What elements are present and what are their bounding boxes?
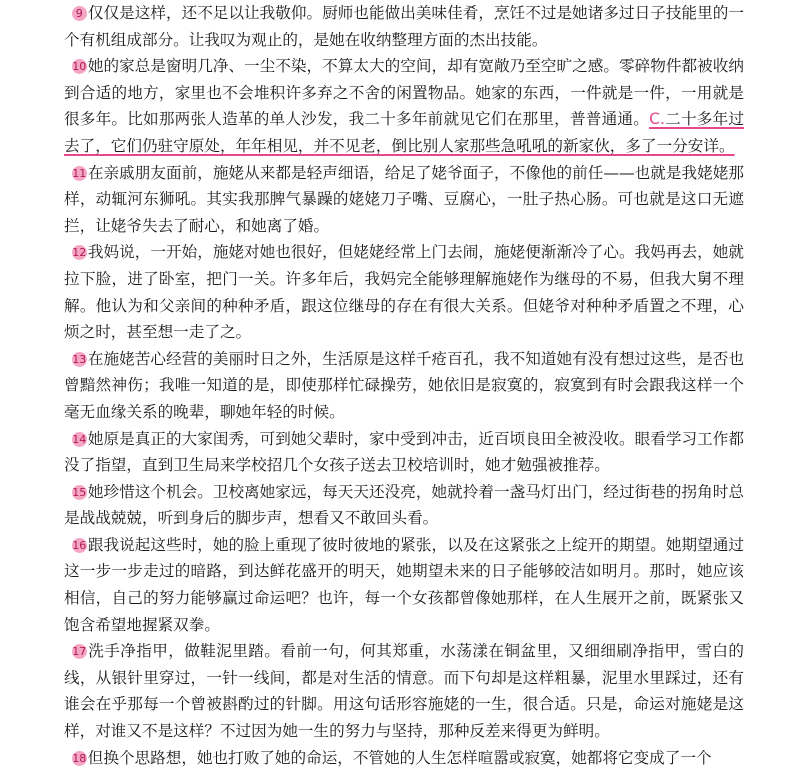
paragraph-text: 在施姥苦心经营的美丽时日之外，生活原是这样千疮百孔，我不知道她有没有想过这些，是否也曾黯然神伤；我唯一知道的是，即使那样忙碌操劳，她依旧是寂寞的，寂寞到有时会跟我这样一个毫无血缘关系的晚辈，聊她年轻的时候。 [64, 349, 744, 421]
paragraph-number-badge: 10 [72, 60, 87, 74]
paragraph-number-badge: 15 [72, 485, 87, 499]
highlighted-text: 二十多年过去了，它们仍驻守原处，年年相见，并不见老，倒比别人家那些急吼吼的新家伙，多了一分安详。 [64, 110, 744, 155]
paragraph-number-badge: 9 [72, 6, 87, 21]
paragraph-9 [64, 0, 744, 53]
paragraph-13 [64, 346, 744, 426]
paragraph-10 [64, 53, 744, 159]
paragraph-number-badge: 13 [72, 352, 87, 366]
paragraph-18 [64, 745, 744, 771]
paragraph-11 [64, 160, 744, 240]
paragraph-text: 她原是真正的大家闺秀，可到她父辈时，家中受到冲击，近百顷良田全被没收。眼看学习工作都没了指望，直到卫生局来学校招几个女孩子送去卫校培训时，她才勉强被推荐。 [64, 429, 744, 475]
paragraph-text: 她珍惜这个机会。卫校离她家远，每天天还没亮，她就拎着一盏马灯出门，经过街巷的拐角时总是战战兢兢，听到身后的脚步声，想看又不敢回头看。 [64, 482, 744, 528]
article-text [64, 0, 744, 771]
paragraph-text: 洗手净指甲，做鞋泥里踏。看前一句，何其郑重，水荡漾在铜盆里，又细细刷净指甲，雪白的线，从银针里穿过，一针一线间，都是对生活的情意。而下句却是这样粗暴，泥里水里踩过，还有谁会在乎那每一个曾被斟酌过的针脚。用这句话形容施姥的一生，很合适。只是，命运对施姥是这样，对谁又不是这样？不过因为她一生的努力与坚持，那种反差来得更为鲜明。 [64, 642, 744, 741]
paragraph-number-badge: 17 [72, 645, 87, 659]
paragraph-number-badge: 14 [72, 432, 87, 446]
paragraph-text: 跟我说起这些时，她的脸上重现了彼时彼地的紧张，以及在这紧张之上绽开的期望。她期望通过这一步一步走过的暗路，到达鲜花盛开的明天，她期望未来的日子能够皎洁如明月。那时，她应该相信，自己的努力能够赢过命运吧？也许，每一个女孩都曾像她那样，在人生展开之前，既紧张又饱含希望地握紧双拳。 [64, 535, 744, 634]
paragraph-number-badge: 11 [72, 166, 87, 180]
paragraph-text: 我妈说，一开始，施姥对她也很好，但姥姥经常上门去闹，施姥便渐渐冷了心。我妈再去，她就拉下脸，进了卧室，把门一关。许多年后，我妈完全能够理解施姥作为继母的不易，但我大舅不理解。他认为和父亲间的种种矛盾，跟这位继母的存在有很大关系。但姥爷对种种矛盾置之不理，心烦之时，甚至想一走了之。 [64, 243, 744, 342]
paragraph-text: 仅仅是这样，还不足以让我敬仰。厨师也能做出美味佳肴，烹饪不过是她诸多过日子技能里的一个有机组成部分。让我叹为观止的，是她在收纳整理方面的杰出技能。 [64, 4, 744, 49]
annotation-marker: C. [649, 110, 665, 129]
paragraph-text: 在亲戚朋友面前，施姥从来都是轻声细语，给足了姥爷面子，不像他的前任——也就是我姥姥那样，动辄河东狮吼。其实我那脾气暴躁的姥姥刀子嘴、豆腐心，一肚子热心肠。可也就是这口无遮拦，让姥爷失去了耐心，和她离了婚。 [64, 163, 744, 235]
paragraph-17 [64, 638, 744, 744]
paragraph-number-badge: 18 [72, 751, 87, 765]
paragraph-12 [64, 239, 744, 345]
paragraph-number-badge: 12 [72, 246, 87, 260]
paragraph-15 [64, 479, 744, 532]
paragraph-text: 她的家总是窗明几净、一尘不染，不算太大的空间，却有宽敞乃至空旷之感。零碎物件都被收纳到合适的地方，家里也不会堆积许多弃之不舍的闲置物品。她家的东西，一件就是一件，一用就是很多年。比如那两张人造革的单人沙发，我二十多年前就见它们在那里，普普通通。 [64, 57, 744, 129]
paragraph-14 [64, 426, 744, 479]
paragraph-16 [64, 532, 744, 638]
paragraph-number-badge: 16 [72, 538, 87, 552]
paragraph-text: 但换个思路想，她也打败了她的命运，不管她的人生怎样喧嚣或寂寞，她都将它变成了一个 [87, 748, 712, 767]
